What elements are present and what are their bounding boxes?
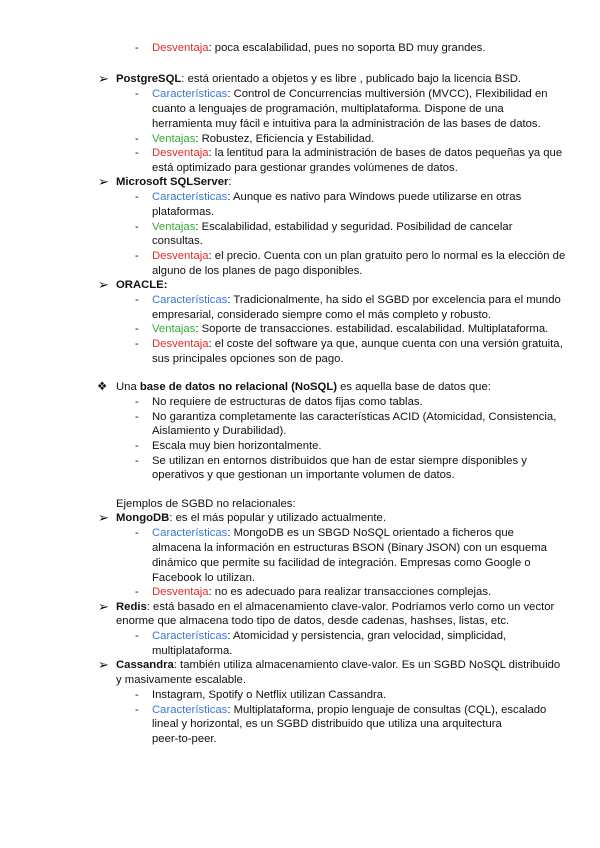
- dash-bullet: -: [135, 455, 139, 467]
- dash-bullet: -: [135, 88, 139, 100]
- text-line: consultas.: [152, 235, 203, 247]
- text-line: Instagram, Spotify o Netflix utilizan Cassandra.: [152, 689, 387, 701]
- sqlserver-heading: Microsoft SQLServer:: [116, 176, 232, 188]
- text-line: Se utilizan en entornos distribuidos que han de estar siempre disponibles y: [152, 455, 527, 467]
- arrow-bullet-icon: ➢: [98, 277, 109, 292]
- dash-bullet: -: [135, 411, 139, 423]
- redis-heading: Redis: está basado en el almacenamiento clave-valor. Podríamos verlo como un vector: [116, 601, 555, 613]
- text-line: operativos y que gestionan un importante volumen de datos.: [152, 469, 455, 481]
- dash-bullet: -: [135, 250, 139, 262]
- sqlserver-advantages-line: Ventajas: Escalabilidad, estabilidad y seguridad. Posibilidad de cancelar: [152, 221, 513, 233]
- oracle-disadvantage-line: Desventaja: el coste del software ya que, aunque cuenta con una versión gratuita,: [152, 338, 563, 350]
- oracle-advantages-line: Ventajas: Soporte de transacciones. estabilidad. escalabilidad. Multiplataforma.: [152, 323, 549, 335]
- dash-bullet: -: [135, 527, 139, 539]
- postgresql-disadvantage-line: Desventaja: la lentitud para la administración de bases de datos pequeñas ya que: [152, 147, 563, 159]
- redis-features-line: Características: Atomicidad y persistencia, gran velocidad, simplicidad,: [152, 630, 507, 642]
- arrow-bullet-icon: ➢: [98, 599, 109, 614]
- sqlserver-disadvantage-line: Desventaja: el precio. Cuenta con un plan gratuito pero lo normal es la elección de: [152, 250, 566, 262]
- dash-bullet: -: [135, 630, 139, 642]
- text-line: cuanto a lenguajes de programación, multiplataforma. Dispone de una: [152, 103, 504, 115]
- arrow-bullet-icon: ➢: [98, 174, 109, 189]
- dash-bullet: -: [135, 221, 139, 233]
- cassandra-features-line: Características: Multiplataforma, propio lenguaje de consultas (CQL), escalado: [152, 704, 547, 716]
- mongodb-disadvantage-line: Desventaja: no es adecuado para realizar transacciones complejas.: [152, 586, 492, 598]
- mongodb-features-line: Características: MongoDB es un SBGD NoSQL orientado a ficheros que: [152, 527, 514, 539]
- sqlserver-features-line: Características: Aunque es nativo para Windows puede utilizarse en otras: [152, 191, 522, 203]
- postgresql-features-line: Características: Control de Concurrencias multiversión (MVCC), Flexibilidad en: [152, 88, 548, 100]
- text-line: empresarial, considerado siempre como el más completo y robusto.: [152, 309, 492, 321]
- oracle-heading: ORACLE:: [116, 279, 168, 291]
- text-line: Escala muy bien horizontalmente.: [152, 440, 322, 452]
- dash-bullet: -: [135, 338, 139, 350]
- dash-bullet: -: [135, 586, 139, 598]
- diamond-bullet-icon: ❖: [97, 381, 108, 393]
- arrow-bullet-icon: ➢: [98, 71, 109, 86]
- text-line: dinámico que permite su facilidad de integración. Empresas como Google o: [152, 557, 531, 569]
- text-line: plataformas.: [152, 206, 215, 218]
- text-line: No requiere de estructuras de datos fijas como tablas.: [152, 396, 423, 408]
- dash-bullet: -: [135, 704, 139, 716]
- text-line: enorme que almacena todo tipo de datos, desde cadenas, hashses, listas, etc.: [116, 615, 510, 627]
- dash-bullet: -: [135, 440, 139, 452]
- text-line: peer-to-peer.: [152, 733, 217, 745]
- oracle-features-line: Características: Tradicionalmente, ha sido el SGBD por excelencia para el mundo: [152, 294, 561, 306]
- text-line: alguno de los planes de pago disponibles.: [152, 265, 363, 277]
- text-line: Facebook lo utilizan.: [152, 572, 255, 584]
- text-line: almacena la información en estructuras BSON (Binary JSON) con un esquema: [152, 542, 547, 554]
- arrow-bullet-icon: ➢: [98, 510, 109, 525]
- dash-bullet: -: [135, 323, 139, 335]
- text-line: está optimizado para gestionar grandes volúmenes de datos.: [152, 162, 458, 174]
- text-line: y masivamente escalable.: [116, 674, 246, 686]
- mongodb-heading: MongoDB: es el más popular y utilizado actualmente.: [116, 512, 386, 524]
- text-line: lineal y horizontal, es un SGBD distribuido que utiliza una arquitectura: [152, 718, 502, 730]
- text-line: sus principales opciones son de pago.: [152, 353, 344, 365]
- dash-bullet: -: [135, 147, 139, 159]
- dash-bullet: -: [135, 689, 139, 701]
- arrow-bullet-icon: ➢: [98, 657, 109, 672]
- text-line: Aislamiento y Durabilidad).: [152, 425, 287, 437]
- dash-bullet: -: [135, 42, 139, 54]
- text-line: herramienta muy fácil e intuitiva para la administración de las bases de datos.: [152, 118, 541, 130]
- text-line: No garantiza completamente las características ACID (Atomicidad, Consistencia,: [152, 411, 557, 423]
- nosql-examples-intro: Ejemplos de SGBD no relacionales:: [116, 498, 296, 510]
- postgresql-heading: PostgreSQL: está orientado a objetos y es libre , publicado bajo la licencia BSD.: [116, 73, 522, 85]
- text-line: multiplataforma.: [152, 645, 233, 657]
- dash-bullet: -: [135, 191, 139, 203]
- dash-bullet: -: [135, 294, 139, 306]
- nosql-definition: Una base de datos no relacional (NoSQL) es aquella base de datos que:: [116, 381, 491, 393]
- cassandra-heading: Cassandra: también utiliza almacenamiento clave-valor. Es un SGBD NoSQL distribuido: [116, 659, 561, 671]
- postgresql-advantages-line: Ventajas: Robustez, Eficiencia y Estabilidad.: [152, 133, 375, 145]
- mysql-disadvantage-line: Desventaja: poca escalabilidad, pues no soporta BD muy grandes.: [152, 42, 486, 54]
- dash-bullet: -: [135, 133, 139, 145]
- dash-bullet: -: [135, 396, 139, 408]
